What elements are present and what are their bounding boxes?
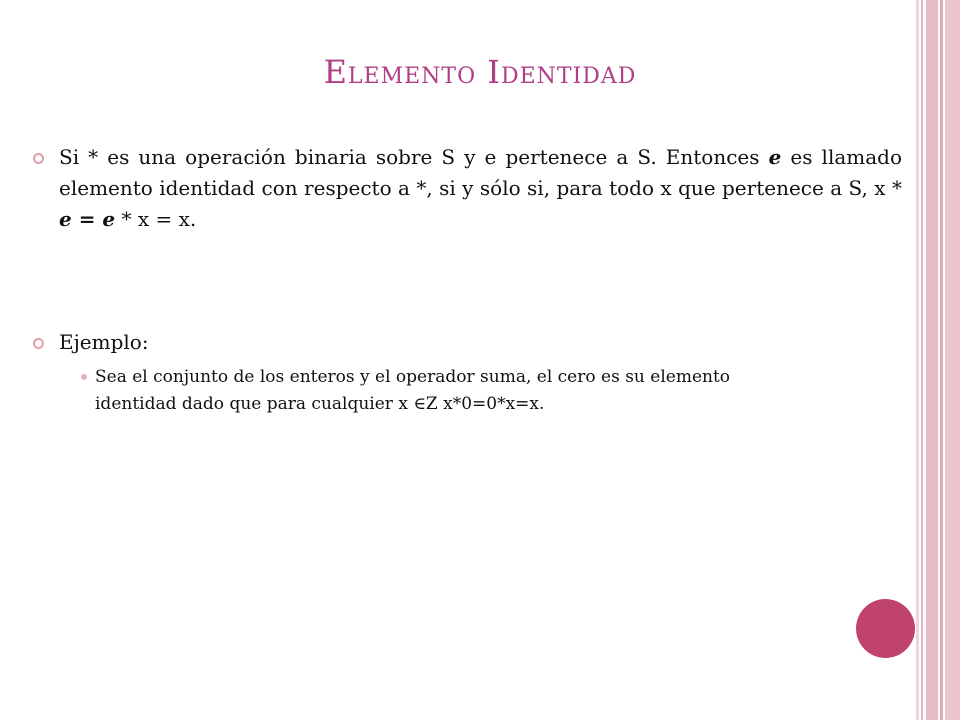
element-of-symbol: ∈ xyxy=(413,394,426,414)
sub-bullet-dot-icon xyxy=(81,374,87,380)
side-stripes-decoration xyxy=(916,0,960,720)
identity-symbol-e: e xyxy=(59,207,72,231)
definition-text-2: es llamado elemento identidad con respecto a *, si y sólo si, para todo x que pertenece a S, x * xyxy=(59,145,902,200)
bullet-ring-icon xyxy=(33,153,44,164)
identity-symbol-e: e xyxy=(102,207,116,231)
bullet-ring-icon xyxy=(33,338,44,349)
definition-paragraph xyxy=(59,142,902,235)
example-line-1: Sea el conjunto de los enteros y el operador suma, el cero es su elemento xyxy=(95,367,731,387)
equals-sign: = xyxy=(71,207,103,231)
definition-text-3: * x = x. xyxy=(115,207,197,231)
example-line-2-post: Z x*0=0*x=x. xyxy=(425,394,545,414)
example-line-2-pre: identidad dado que para cualquier x xyxy=(95,394,414,414)
example-heading: Ejemplo: xyxy=(59,330,149,354)
identity-symbol-e: e xyxy=(768,145,782,169)
definition-text-1: Si * es una operación binaria sobre S y e pertenece a S. Entonces xyxy=(59,145,769,169)
decorative-circle xyxy=(856,599,915,658)
slide-title: Elemento Identidad xyxy=(323,53,637,91)
example-line-2 xyxy=(95,391,910,418)
example-text xyxy=(95,364,910,418)
